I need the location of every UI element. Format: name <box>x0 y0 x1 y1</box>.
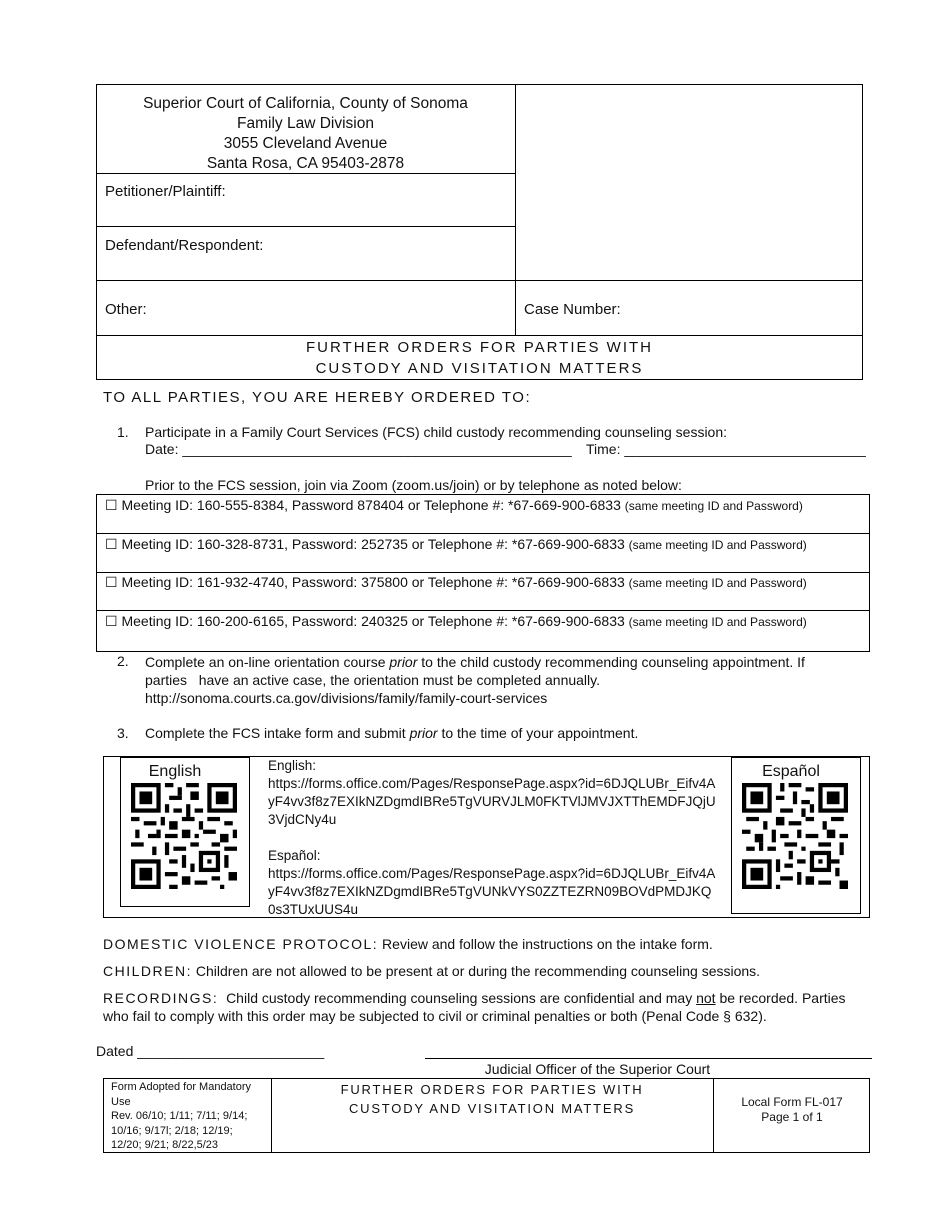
checkbox-icon[interactable]: ☐ <box>105 613 118 629</box>
footer-title-line-2: CUSTODY AND VISITATION MATTERS <box>348 1101 636 1116</box>
order-heading: TO ALL PARTIES, YOU ARE HEREBY ORDERED TO: <box>103 389 532 406</box>
item-3-number: 3. <box>117 725 129 741</box>
meeting-row[interactable] <box>105 574 807 591</box>
divider <box>96 226 515 227</box>
time-blank[interactable]: _______________________________ <box>624 441 866 457</box>
date-blank[interactable]: __________________________________________________ <box>182 441 572 457</box>
court-city: Santa Rosa, CA 95403-2878 <box>206 155 405 172</box>
divider <box>96 533 870 534</box>
meeting-note: (same meeting ID and Password) <box>628 615 807 629</box>
spanish-url-heading: Español: <box>268 848 321 863</box>
recordings-label: RECORDINGS: <box>103 990 219 1006</box>
date-label: Date: <box>145 441 179 457</box>
form-adopted-info: Form Adopted for Mandatory Use Rev. 06/10; 1/11; 7/11; 9/14; 10/16; 9/17l; 2/18; 12/19; 12/20; 9/21; 8/22,5/23 <box>111 1081 252 1151</box>
meeting-details: Meeting ID: 160-328-8731, Password: 252735 or Telephone #: *67-669-900-6833 <box>121 536 625 552</box>
respondent-label: Defendant/Respondent: <box>105 237 264 254</box>
dated-blank[interactable]: ________________________ <box>137 1043 325 1059</box>
time-label: Time: <box>586 441 621 457</box>
item-2-line-2: parties have an active case, the orientation must be completed annually. <box>145 672 601 688</box>
meeting-note: (same meeting ID and Password) <box>628 576 807 590</box>
caption-vertical-divider <box>515 84 516 335</box>
children-notice: CHILDREN: Children are not allowed to be present at or during the recommending counseling sessions. <box>103 963 761 979</box>
checkbox-icon[interactable]: ☐ <box>105 574 118 590</box>
spanish-intake-link[interactable]: https://forms.office.com/Pages/ResponsePage.aspx?id=6DJQLUBr_Eifv4AyF4vv3f8z7EXIkNZDgmdIBRe5TgVUNkVYS0ZZTEZRN09BOVdPMDJKQ0s3TUxUUS4u <box>268 866 716 917</box>
dv-protocol-label: DOMESTIC VIOLENCE PROTOCOL: <box>103 936 379 952</box>
meeting-row[interactable] <box>105 536 807 553</box>
divider <box>96 335 863 336</box>
time-field[interactable] <box>586 441 866 457</box>
prior-instructions: Prior to the FCS session, join via Zoom (zoom.us/join) or by telephone as noted below: <box>145 477 682 493</box>
court-name: Superior Court of California, County of Sonoma <box>143 95 468 112</box>
court-street: 3055 Cleveland Avenue <box>223 135 388 152</box>
meeting-details: Meeting ID: 160-555-8384, Password 878404 or Telephone #: *67-669-900-6833 <box>121 497 621 513</box>
checkbox-icon[interactable]: ☐ <box>105 497 118 513</box>
dv-protocol-notice: DOMESTIC VIOLENCE PROTOCOL: Review and follow the instructions on the intake form. <box>103 936 713 952</box>
spanish-qr-label: Español <box>762 763 820 780</box>
signature-line[interactable] <box>425 1058 872 1059</box>
children-label: CHILDREN: <box>103 963 192 979</box>
court-division: Family Law Division <box>237 115 374 132</box>
other-label: Other: <box>105 301 147 318</box>
form-title <box>96 337 863 379</box>
page-number: Page 1 of 1 <box>761 1110 823 1124</box>
date-field[interactable] <box>145 441 572 457</box>
orientation-link[interactable]: http://sonoma.courts.ca.gov/divisions/family/family-court-services <box>145 690 548 706</box>
english-qr-code[interactable] <box>131 783 237 889</box>
english-url-block <box>268 757 716 919</box>
meeting-note: (same meeting ID and Password) <box>624 499 803 513</box>
meeting-row[interactable] <box>105 613 807 630</box>
footer-title <box>272 1080 712 1118</box>
item-1-text: Participate in a Family Court Services (FCS) child custody recommending counseling session: <box>145 424 728 440</box>
item-2-line-1: Complete an on-line orientation course prior to the child custody recommending counseling appointment. If <box>145 654 805 670</box>
divider <box>96 280 863 281</box>
form-title-line-2: CUSTODY AND VISITATION MATTERS <box>315 360 644 377</box>
meeting-details: Meeting ID: 160-200-6165, Password: 240325 or Telephone #: *67-669-900-6833 <box>121 613 625 629</box>
english-intake-link[interactable]: https://forms.office.com/Pages/ResponsePage.aspx?id=6DJQLUBr_Eifv4AyF4vv3f8z7EXIkNZDgmdIBRe5TgVURVJLM0FKTVlJMVJXTThEMDFJQjU3VjdCNy4u <box>268 776 716 827</box>
english-qr-label: English <box>148 763 202 780</box>
dated-label: Dated <box>96 1043 134 1059</box>
spanish-qr-code[interactable] <box>742 783 848 889</box>
form-title-line-1: FURTHER ORDERS FOR PARTIES WITH <box>305 339 653 356</box>
item-2-number: 2. <box>117 653 129 669</box>
meeting-details: Meeting ID: 161-932-4740, Password: 375800 or Telephone #: *67-669-900-6833 <box>121 574 625 590</box>
footer-title-line-1: FURTHER ORDERS FOR PARTIES WITH <box>340 1082 644 1097</box>
item-3-text: Complete the FCS intake form and submit prior to the time of your appointment. <box>145 725 639 741</box>
english-url-heading: English: <box>268 758 317 773</box>
divider <box>96 610 870 611</box>
case-number-label: Case Number: <box>524 301 621 318</box>
judicial-officer-label: Judicial Officer of the Superior Court <box>484 1061 711 1077</box>
item-2-text <box>145 653 845 707</box>
dated-field[interactable] <box>96 1043 324 1059</box>
petitioner-label: Petitioner/Plaintiff: <box>105 183 226 200</box>
recordings-line-2: who fail to comply with this order may be subjected to civil or criminal penalties or both (Penal Code § 632). <box>103 1008 767 1024</box>
recordings-notice: RECORDINGS: Child custody recommending counseling sessions are confidential and may not be recorded. Parties who fail to comply with this order may be subjected to civil or criminal penalties or both (Penal Code § 632). <box>103 989 873 1025</box>
form-id <box>714 1095 870 1125</box>
checkbox-icon[interactable]: ☐ <box>105 536 118 552</box>
divider <box>96 572 870 573</box>
meeting-row[interactable] <box>105 497 803 514</box>
form-number: Local Form FL-017 <box>741 1095 843 1109</box>
item-1-number: 1. <box>117 424 129 440</box>
court-info <box>96 94 515 174</box>
meeting-note: (same meeting ID and Password) <box>628 538 807 552</box>
